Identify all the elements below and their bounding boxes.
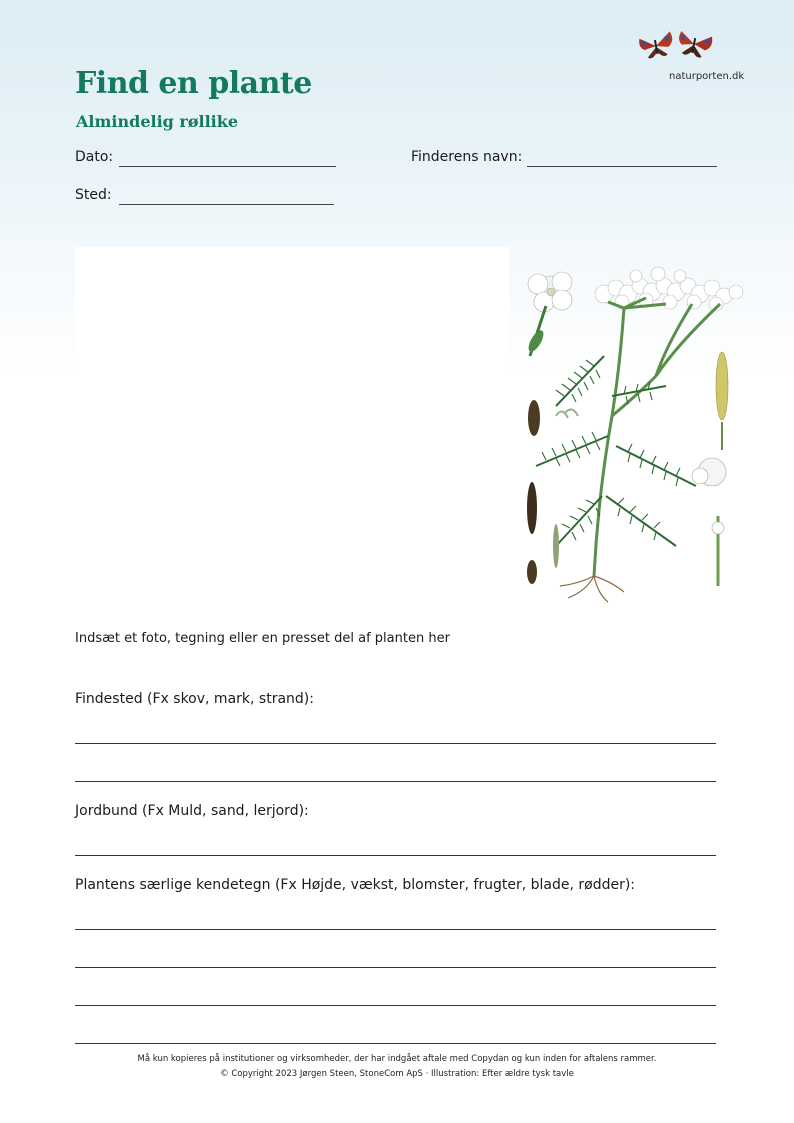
features-line-1[interactable] — [75, 929, 716, 930]
photo-insert-area[interactable] — [75, 247, 509, 604]
photo-insert-caption: Indsæt et foto, tegning eller en presset del af planten her — [75, 631, 450, 646]
butterfly-icon — [634, 26, 718, 64]
footer-license-text: Må kun kopieres på institutioner og virksomheder, der har indgået aftale med Copydan og kun inden for aftalens rammer. — [137, 1054, 657, 1064]
finder-name-field[interactable] — [527, 166, 717, 167]
place-label: Sted: — [75, 187, 112, 203]
soil-line-1[interactable] — [75, 855, 716, 856]
date-label: Dato: — [75, 149, 114, 165]
date-field[interactable] — [119, 166, 336, 167]
features-line-2[interactable] — [75, 967, 716, 968]
page-subtitle: Almindelig røllike — [76, 112, 239, 131]
features-label: Plantens særlige kendetegn (Fx Højde, vækst, blomster, frugter, blade, rødder): — [75, 877, 636, 893]
features-line-4[interactable] — [75, 1043, 716, 1044]
place-field[interactable] — [119, 204, 334, 205]
finder-label: Finderens navn: — [411, 149, 523, 165]
plant-illustration — [516, 246, 756, 608]
location-line-2[interactable] — [75, 781, 716, 782]
location-line-1[interactable] — [75, 743, 716, 744]
features-line-3[interactable] — [75, 1005, 716, 1006]
location-label: Findested (Fx skov, mark, strand): — [75, 691, 314, 707]
brand-text: naturporten.dk — [669, 71, 745, 82]
soil-label: Jordbund (Fx Muld, sand, lerjord): — [75, 803, 309, 819]
footer-copyright-text: © Copyright 2023 Jørgen Steen, StoneCom ApS · Illustration: Efter ældre tysk tavle — [220, 1069, 574, 1079]
page-title: Find en plante — [75, 66, 312, 101]
